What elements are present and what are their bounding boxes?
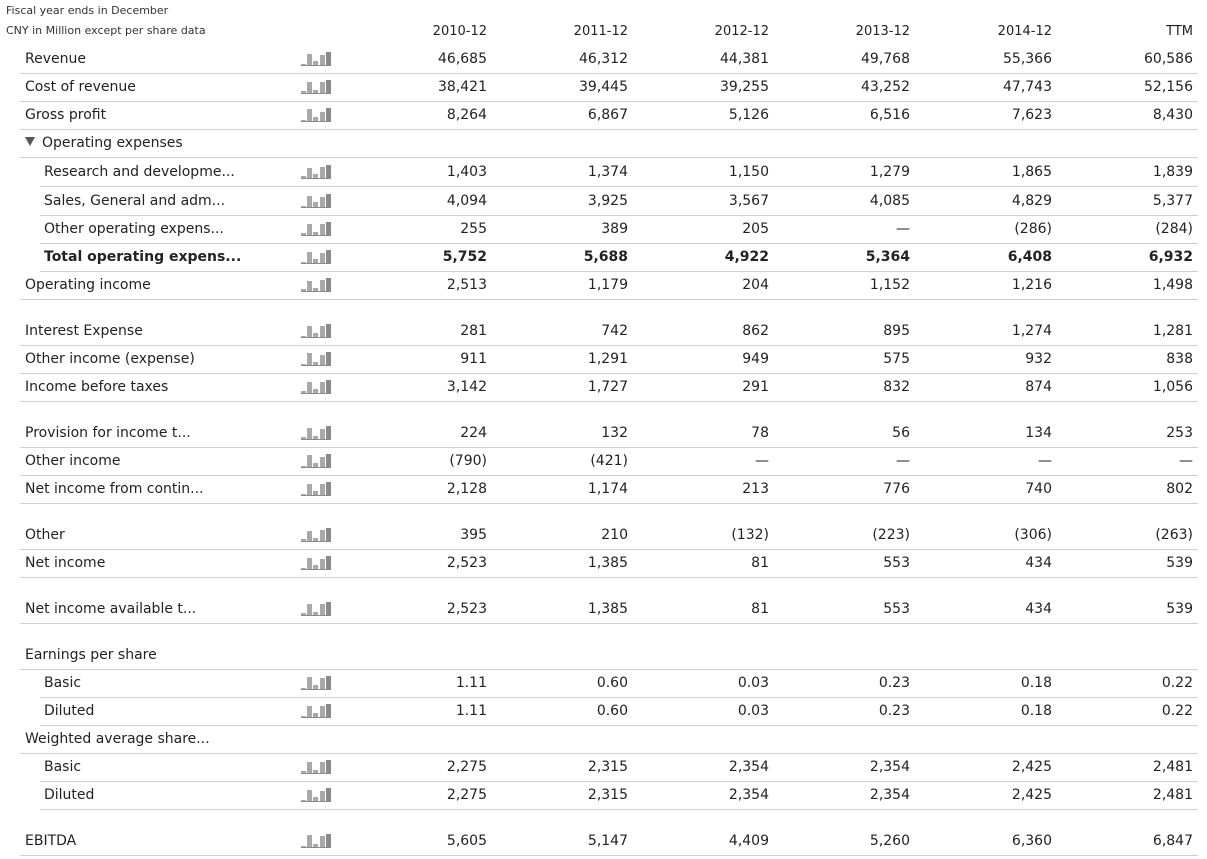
row-label [25,555,105,571]
cell-value: 3,925 [587,193,628,209]
cell-value: 1.11 [455,703,487,719]
cell-value: 0.23 [878,703,910,719]
cell-value: 134 [1025,425,1052,441]
bar-chart-icon-baseline [301,439,331,440]
row-label-text: Other income [25,453,121,469]
cell-value: (286) [1014,221,1052,237]
cell-value: 1,498 [1152,277,1193,293]
row-label-text: EBITDA [25,833,77,849]
cell-value: 0.03 [737,703,769,719]
cell-value: 553 [883,555,910,571]
row-label [44,221,224,237]
bar-chart-icon-bar [326,454,331,468]
table-row [0,73,1207,101]
row-label-text: Basic [44,759,82,775]
cell-value: 55,366 [1003,51,1052,67]
row-label [44,164,235,180]
cell-value: 1,385 [587,601,628,617]
bar-chart-icon-baseline [301,541,331,542]
cell-value: 6,516 [869,107,910,123]
bar-chart-icon-baseline [301,615,331,616]
row-label-text: Operating expenses [42,135,183,151]
bar-chart-icon[interactable] [301,834,331,848]
bar-chart-icon-baseline [301,717,331,718]
cell-value: 281 [460,323,487,339]
bar-chart-icon[interactable] [301,380,331,394]
bar-chart-icon-bar [326,222,331,236]
fiscal-year-note: Fiscal year ends in December [6,4,169,17]
bar-chart-icon-bar [326,165,331,179]
row-label [44,249,241,265]
cell-value: 2,354 [728,759,769,775]
bar-chart-icon-bar [326,426,331,440]
row-divider [20,623,1198,624]
cell-value: 862 [742,323,769,339]
row-label[interactable] [25,135,183,151]
cell-value: 78 [751,425,769,441]
bar-chart-icon-baseline [301,178,331,179]
cell-value: 0.22 [1161,675,1193,691]
cell-value: 2,523 [446,601,487,617]
column-header-ttm: TTM [1166,24,1193,39]
cell-value: (263) [1155,527,1193,543]
bar-chart-icon-bar [326,556,331,570]
row-label-text: Other [25,527,65,543]
cell-value: — [1038,453,1052,469]
row-label [25,601,196,617]
bar-chart-icon-baseline [301,467,331,468]
cell-value: 1,216 [1011,277,1052,293]
table-row [0,475,1207,503]
table-row [0,827,1207,855]
bar-chart-icon[interactable] [301,222,331,236]
cell-value: 1,385 [587,555,628,571]
cell-value: 38,421 [438,79,487,95]
triangle-down-icon[interactable] [25,137,35,146]
column-header-2012-12: 2012-12 [714,24,769,39]
cell-value: 81 [751,601,769,617]
cell-value: 4,094 [446,193,487,209]
cell-value: 2,315 [587,787,628,803]
bar-chart-icon-baseline [301,569,331,570]
cell-value: 46,685 [438,51,487,67]
cell-value: 43,252 [861,79,910,95]
bar-chart-icon[interactable] [301,602,331,616]
cell-value: 81 [751,555,769,571]
cell-value: 52,156 [1144,79,1193,95]
bar-chart-icon-baseline [301,235,331,236]
cell-value: 1,281 [1152,323,1193,339]
cell-value: 0.03 [737,675,769,691]
bar-chart-icon-baseline [301,365,331,366]
bar-chart-icon-bar [326,278,331,292]
row-divider [20,401,1198,402]
cell-value: 39,445 [579,79,628,95]
table-row [0,45,1207,73]
cell-value: 395 [460,527,487,543]
row-label-text: Other operating expens... [44,221,224,237]
cell-value: (284) [1155,221,1193,237]
table-row [0,419,1207,447]
cell-value: 2,275 [446,787,487,803]
cell-value: 0.23 [878,675,910,691]
table-row [0,595,1207,623]
cell-value: 46,312 [579,51,628,67]
table-row [0,243,1207,271]
cell-value: 389 [601,221,628,237]
row-label [44,703,94,719]
row-label-text: Sales, General and adm... [44,193,226,209]
table-row [0,697,1207,725]
row-label-text: Net income available t... [25,601,197,617]
cell-value: 0.22 [1161,703,1193,719]
bar-chart-icon[interactable] [301,556,331,570]
row-label [25,453,120,469]
cell-value: 2,315 [587,759,628,775]
table-row [0,725,1207,753]
cell-value: 3,142 [446,379,487,395]
bar-chart-icon-baseline [301,93,331,94]
row-label-text: Operating income [25,277,151,293]
row-divider [20,577,1198,578]
bar-chart-icon-baseline [301,801,331,802]
row-label [25,731,210,747]
table-row [0,669,1207,697]
cell-value: 2,354 [728,787,769,803]
cell-value: 1,150 [728,164,769,180]
table-row [0,447,1207,475]
cell-value: 434 [1025,555,1052,571]
cell-value: 838 [1166,351,1193,367]
cell-value: (306) [1014,527,1052,543]
bar-chart-icon-baseline [301,291,331,292]
row-label [44,675,81,691]
cell-value: 4,409 [728,833,769,849]
bar-chart-icon[interactable] [301,426,331,440]
cell-value: 932 [1025,351,1052,367]
cell-value: 5,377 [1152,193,1193,209]
row-label [25,833,76,849]
cell-value: 2,523 [446,555,487,571]
cell-value: (132) [731,527,769,543]
cell-value: 2,481 [1152,787,1193,803]
bar-chart-icon[interactable] [301,165,331,179]
row-label [25,425,191,441]
cell-value: 2,128 [446,481,487,497]
table-row [0,641,1207,669]
cell-value: 5,752 [442,249,487,265]
bar-chart-icon[interactable] [301,80,331,94]
row-label-text: Cost of revenue [25,79,136,95]
cell-value: 5,688 [583,249,628,265]
table-row [0,317,1207,345]
cell-value: 2,425 [1011,759,1052,775]
table-row [0,549,1207,577]
cell-value: 0.60 [596,675,628,691]
cell-value: 47,743 [1003,79,1052,95]
cell-value: 1,179 [587,277,628,293]
cell-value: 0.60 [596,703,628,719]
cell-value: 911 [460,351,487,367]
column-header-2014-12: 2014-12 [997,24,1052,39]
table-row [0,521,1207,549]
cell-value: 1,056 [1152,379,1193,395]
cell-value: 2,354 [869,759,910,775]
bar-chart-icon[interactable] [301,454,331,468]
bar-chart-icon[interactable] [301,52,331,66]
table-row [0,373,1207,401]
cell-value: 253 [1166,425,1193,441]
bar-chart-icon-bar [326,352,331,366]
cell-value: 3,567 [728,193,769,209]
row-label [25,481,204,497]
cell-value: — [896,221,910,237]
table-row [0,271,1207,299]
row-divider [20,299,1198,300]
currency-unit-note: CNY in Million except per share data [6,24,206,37]
bar-chart-icon-baseline [301,495,331,496]
cell-value: 39,255 [720,79,769,95]
bar-chart-icon-bar [326,676,331,690]
bar-chart-icon-bar [326,250,331,264]
cell-value: 1,374 [587,164,628,180]
row-label-text: Earnings per share [25,647,157,663]
bar-chart-icon[interactable] [301,278,331,292]
cell-value: — [1179,453,1193,469]
cell-value: 7,623 [1011,107,1052,123]
bar-chart-icon-baseline [301,847,331,848]
table-row [0,158,1207,186]
cell-value: 255 [460,221,487,237]
cell-value: 49,768 [861,51,910,67]
bar-chart-icon[interactable] [301,108,331,122]
bar-chart-icon-baseline [301,393,331,394]
cell-value: 44,381 [720,51,769,67]
cell-value: 6,360 [1011,833,1052,849]
cell-value: 56 [892,425,910,441]
bar-chart-icon-baseline [301,773,331,774]
cell-value: 8,264 [446,107,487,123]
row-label [25,379,168,395]
bar-chart-icon-bar [326,704,331,718]
row-label-text: Provision for income t... [25,425,191,441]
table-row [0,215,1207,243]
table-row [0,187,1207,215]
cell-value: 6,847 [1152,833,1193,849]
cell-value: 5,260 [869,833,910,849]
table-row [0,101,1207,129]
bar-chart-icon-baseline [301,689,331,690]
cell-value: 60,586 [1144,51,1193,67]
cell-value: 553 [883,601,910,617]
cell-value: 4,829 [1011,193,1052,209]
row-label [25,351,195,367]
cell-value: 291 [742,379,769,395]
cell-value: 539 [1166,555,1193,571]
row-divider [40,809,1198,810]
table-row [0,781,1207,809]
cell-value: 776 [883,481,910,497]
cell-value: 1,279 [869,164,910,180]
row-label [44,787,94,803]
bar-chart-icon-bar [326,52,331,66]
cell-value: 204 [742,277,769,293]
row-label [25,527,65,543]
row-label [25,323,143,339]
cell-value: 1,274 [1011,323,1052,339]
bar-chart-icon-baseline [301,121,331,122]
cell-value: 6,932 [1148,249,1193,265]
bar-chart-icon-bar [326,528,331,542]
cell-value: 1.11 [455,675,487,691]
row-label [25,79,136,95]
cell-value: (790) [449,453,487,469]
cell-value: 224 [460,425,487,441]
bar-chart-icon-bar [326,80,331,94]
bar-chart-icon-bar [326,482,331,496]
cell-value: 832 [883,379,910,395]
bar-chart-icon-baseline [301,337,331,338]
cell-value: 4,085 [869,193,910,209]
cell-value: 1,865 [1011,164,1052,180]
bar-chart-icon[interactable] [301,324,331,338]
cell-value: 205 [742,221,769,237]
row-label-text: Gross profit [25,107,107,123]
bar-chart-icon-bar [326,834,331,848]
row-label [25,647,157,663]
cell-value: 5,126 [728,107,769,123]
table-row [0,753,1207,781]
row-label-text: Basic [44,675,82,691]
row-label-text: Net income [25,555,106,571]
cell-value: 895 [883,323,910,339]
cell-value: 802 [1166,481,1193,497]
cell-value: 1,291 [587,351,628,367]
row-label-text: Income before taxes [25,379,169,395]
row-label-text: Other income (expense) [25,351,195,367]
cell-value: 213 [742,481,769,497]
bar-chart-icon-baseline [301,263,331,264]
bar-chart-icon-bar [326,108,331,122]
cell-value: 575 [883,351,910,367]
cell-value: 5,147 [587,833,628,849]
cell-value: 949 [742,351,769,367]
cell-value: 2,481 [1152,759,1193,775]
bar-chart-icon[interactable] [301,676,331,690]
cell-value: 2,275 [446,759,487,775]
column-header-2011-12: 2011-12 [573,24,628,39]
cell-value: 1,152 [869,277,910,293]
row-label-text: Diluted [44,787,95,803]
column-header-2013-12: 2013-12 [855,24,910,39]
cell-value: (421) [590,453,628,469]
row-divider [20,503,1198,504]
cell-value: — [755,453,769,469]
cell-value: 1,174 [587,481,628,497]
cell-value: (223) [872,527,910,543]
bar-chart-icon-bar [326,602,331,616]
bar-chart-icon[interactable] [301,250,331,264]
row-label [44,759,81,775]
cell-value: 1,727 [587,379,628,395]
table-row [0,129,1207,157]
cell-value: 0.18 [1020,703,1052,719]
bar-chart-icon-baseline [301,65,331,66]
bar-chart-icon-bar [326,194,331,208]
cell-value: 539 [1166,601,1193,617]
cell-value: 2,354 [869,787,910,803]
cell-value: 1,839 [1152,164,1193,180]
cell-value: 2,425 [1011,787,1052,803]
cell-value: 8,430 [1152,107,1193,123]
cell-value: 740 [1025,481,1052,497]
cell-value: 742 [601,323,628,339]
row-label-text: Weighted average share... [25,731,210,747]
bar-chart-icon[interactable] [301,760,331,774]
row-label-text: Interest Expense [25,323,143,339]
row-label [25,107,106,123]
row-label-text: Diluted [44,703,95,719]
bar-chart-icon-bar [326,380,331,394]
cell-value: 434 [1025,601,1052,617]
table-row [0,345,1207,373]
bar-chart-icon[interactable] [301,194,331,208]
row-label-text: Total operating expens... [44,249,242,265]
column-header-2010-12: 2010-12 [432,24,487,39]
row-label [44,193,225,209]
row-label-text: Revenue [25,51,86,67]
bar-chart-icon[interactable] [301,528,331,542]
cell-value: 210 [601,527,628,543]
row-label-text: Research and developme... [44,164,235,180]
cell-value: 1,403 [446,164,487,180]
row-label-text: Net income from contin... [25,481,204,497]
cell-value: 132 [601,425,628,441]
bar-chart-icon[interactable] [301,788,331,802]
cell-value: 5,364 [865,249,910,265]
cell-value: 5,605 [446,833,487,849]
cell-value: 4,922 [724,249,769,265]
cell-value: 6,408 [1007,249,1052,265]
cell-value: 6,867 [587,107,628,123]
cell-value: 0.18 [1020,675,1052,691]
row-divider [20,855,1198,856]
bar-chart-icon-bar [326,760,331,774]
bar-chart-icon[interactable] [301,352,331,366]
bar-chart-icon-bar [326,788,331,802]
row-label [25,277,151,293]
bar-chart-icon-baseline [301,207,331,208]
bar-chart-icon-bar [326,324,331,338]
cell-value: — [896,453,910,469]
cell-value: 874 [1025,379,1052,395]
row-label [25,51,86,67]
bar-chart-icon[interactable] [301,482,331,496]
bar-chart-icon[interactable] [301,704,331,718]
cell-value: 2,513 [446,277,487,293]
